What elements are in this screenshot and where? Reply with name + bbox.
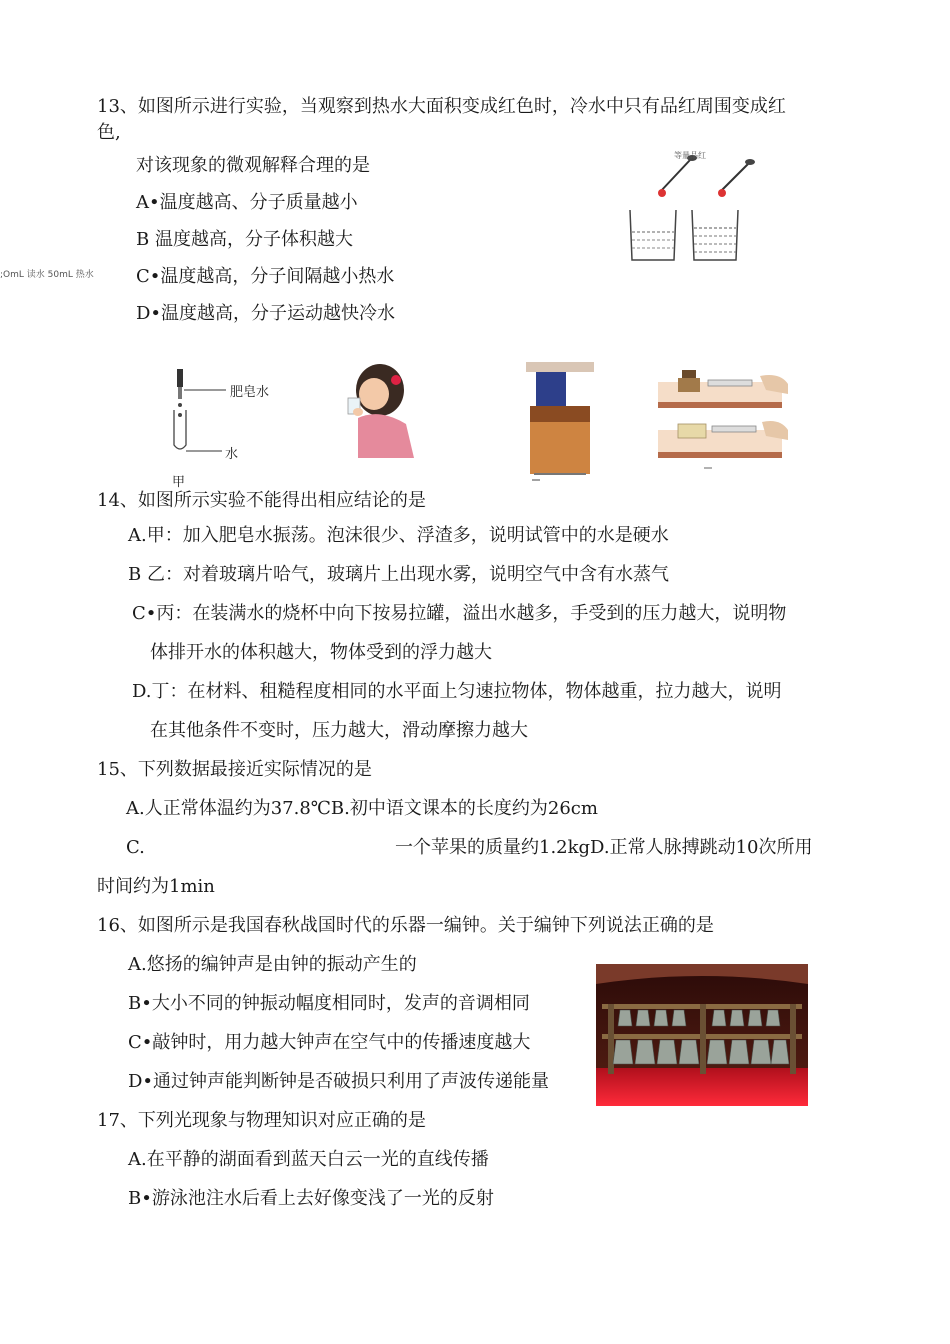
q13-option-d: D•温度越高，分子运动越快冷水 [136, 303, 396, 324]
q15-option-ab: A.人正常体温约为37.8℃B.初中语文课本的长度约为26cm [126, 798, 598, 819]
q14-stem: 14、如图所示实验不能得出相应结论的是 [97, 490, 426, 511]
q17-stem: 17、下列光现象与物理知识对应正确的是 [97, 1110, 426, 1131]
q16-option-a: A.悠扬的编钟声是由钟的振动产生的 [128, 954, 417, 975]
friction-pull-experiment-icon [656, 368, 792, 472]
q14-fig-bing [526, 362, 594, 482]
q14-option-b: B 乙：对着玻璃片哈气，玻璃片上出现水雾，说明空气中含有水蒸气 [128, 564, 669, 585]
q17-option-b: B•游泳池注水后看上去好像变浅了一光的反射 [128, 1188, 494, 1209]
q13-figure-label: 等量品红 [674, 151, 706, 160]
girl-breathing-on-glass-icon [344, 360, 422, 458]
q13-side-fragment: ;OmL 读水 50mL 热水 [0, 270, 94, 280]
q15-option-c-label: C. [126, 837, 145, 858]
q16-stem: 16、如图所示是我国春秋战国时代的乐器一编钟。关于编钟下列说法正确的是 [97, 915, 714, 936]
q14-fig-ding [656, 368, 792, 472]
q15-option-d-cont: 时间约为1min [97, 876, 215, 897]
q14-option-c-line2: 体排开水的体积越大，物体受到的浮力越大 [150, 642, 492, 663]
q14-fig-yi [344, 360, 422, 458]
q13-stem-line1: 13、如图所示进行实验，当观察到热水大面积变成红色时，冷水中只有品红周围变成红 [97, 96, 786, 117]
q15-option-cd: 一个苹果的质量约1.2kgD.正常人脉搏跳动10次所用 [395, 837, 813, 858]
q14-label-water: 水 [225, 447, 239, 462]
q13-stem-line3: 对该现象的微观解释合理的是 [136, 155, 370, 176]
q13-stem-line2: 色, [97, 122, 121, 143]
q14-label-soap: 肥皂水 [230, 385, 270, 400]
q16-bianzhong-photo [596, 964, 808, 1106]
q15-stem: 15、下列数据最接近实际情况的是 [97, 759, 372, 780]
q16-option-d: D•通过钟声能判断钟是否破损只利用了声波传递能量 [128, 1071, 550, 1092]
q13-option-b: B 温度越高，分子体积越大 [136, 229, 353, 250]
q14-option-d-line2: 在其他条件不变时，压力越大，滑动摩擦力越大 [150, 720, 528, 741]
q14-option-a: A.甲：加入肥皂水振荡。泡沫很少、浮渣多，说明试管中的水是硬水 [128, 525, 669, 546]
q14-fig-jia [170, 365, 280, 490]
q13-option-c: C•温度越高，分子间隔越小热水 [136, 266, 395, 287]
can-in-beaker-icon [526, 362, 594, 482]
chime-bells-icon [596, 964, 808, 1106]
q14-option-d-line1: D.丁：在材料、租糙程度相同的水平面上匀速拉物体，物体越重，拉力越大，说明 [132, 681, 782, 702]
q17-option-a: A.在平静的湖面看到蓝天白云一光的直线传播 [128, 1149, 489, 1170]
q14-option-c-line1: C•丙：在装满水的烧杯中向下按易拉罐，溢出水越多，手受到的压力越大，说明物 [132, 603, 787, 624]
beakers-droppers-icon [622, 148, 762, 266]
q13-beaker-figure [622, 148, 762, 266]
q13-option-a: A•温度越高、分子质量越小 [136, 192, 358, 213]
q16-option-c: C•敲钟时，用力越大钟声在空气中的传播速度越大 [128, 1032, 531, 1053]
q16-option-b: B•大小不同的钟振动幅度相同时，发声的音调相同 [128, 993, 530, 1014]
q14-caption-jia: 甲 [172, 475, 186, 490]
